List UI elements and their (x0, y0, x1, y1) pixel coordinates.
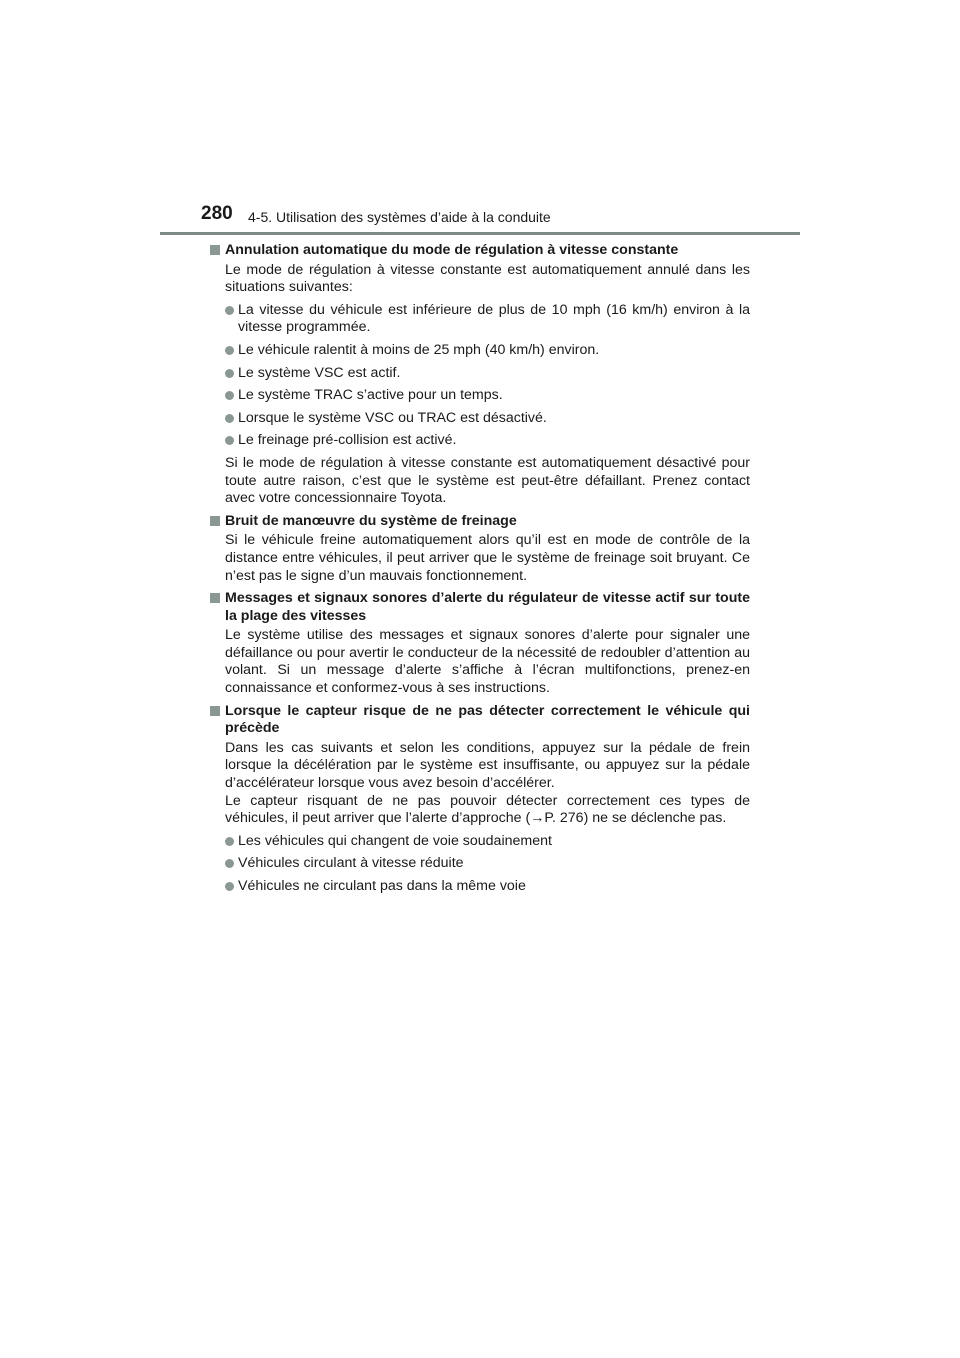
section-heading (210, 590, 750, 625)
round-bullet-icon (225, 882, 234, 891)
square-bullet-icon (210, 516, 220, 526)
section-title: 4-5. Utilisation des systèmes d’aide à la conduite (248, 209, 551, 225)
list-item (210, 878, 750, 896)
header-rule (160, 232, 800, 235)
round-bullet-icon (225, 391, 234, 400)
list-item (210, 387, 750, 405)
list-item (210, 410, 750, 428)
list-item-text: Véhicules ne circulant pas dans la même voie (238, 878, 526, 894)
heading-text: Messages et signaux sonores d’alerte du régulateur de vitesse actif sur toute la plage des vitesses (225, 590, 750, 624)
list-item (210, 432, 750, 450)
list-item-text: Les véhicules qui changent de voie soudainement (238, 832, 552, 849)
round-bullet-icon (225, 346, 234, 355)
list-item-text: La vitesse du véhicule est inférieure de plus de 10 mph (16 km/h) environ à la vitesse programmée. (238, 301, 750, 336)
list-item (210, 833, 750, 851)
list-item-text: Lorsque le système VSC ou TRAC est désactivé. (238, 409, 547, 426)
section-heading (210, 242, 750, 260)
paragraph: Le mode de régulation à vitesse constante est automatiquement annulé dans les situations suivantes: (225, 261, 750, 296)
round-bullet-icon (225, 837, 234, 846)
page-number: 280 (201, 203, 233, 224)
paragraph: Dans les cas suivants et selon les conditions, appuyez sur la pédale de frein lorsque la décélération par le système est insuffisante, ou appuyez sur la pédale d’accélérateur lorsque vous avez besoin d’accélérer. (225, 739, 750, 792)
paragraph: Le système utilise des messages et signaux sonores d’alerte pour signaler une défaillance ou pour avertir le conducteur de la nécessité de redoubler d’attention au volant. Si un message d’alerte s’affiche à l’écran multifonctions, prenez-en connaissance et conformez-vous à ses instructions. (225, 627, 750, 697)
list-item (210, 302, 750, 337)
paragraph: Si le mode de régulation à vitesse constante est automatiquement désactivé pour toute autre raison, c’est que le système est peut-être défaillant. Prenez contact avec votre concessionnaire Toyota. (225, 454, 750, 507)
section-heading (210, 703, 750, 738)
round-bullet-icon (225, 414, 234, 423)
heading-text: Lorsque le capteur risque de ne pas détecter correctement le véhicule qui précède (225, 702, 750, 737)
square-bullet-icon (210, 706, 220, 716)
list-item (210, 855, 750, 873)
list-item-text: Véhicules circulant à vitesse réduite (238, 855, 464, 872)
section-heading (210, 513, 750, 531)
paragraph: Si le véhicule freine automatiquement alors qu’il est en mode de contrôle de la distance entre véhicules, il peut arriver que le système de freinage soit bruyant. Ce n’est pas le signe d’un mauvais fonctionnement. (225, 532, 750, 584)
square-bullet-icon (210, 593, 220, 603)
paragraph: Le capteur risquant de ne pas pouvoir détecter correctement ces types de véhicules, il peut arriver que l’alerte d’approche (→P. 276) ne se déclenche pas. (225, 792, 750, 827)
list-item-text: Le véhicule ralentit à moins de 25 mph (40 km/h) environ. (238, 341, 600, 358)
round-bullet-icon (225, 436, 234, 445)
round-bullet-icon (225, 369, 234, 378)
list-item-text: Le système TRAC s’active pour un temps. (238, 387, 503, 404)
round-bullet-icon (225, 859, 234, 868)
page-content (210, 242, 750, 896)
heading-text: Bruit de manœuvre du système de freinage (225, 512, 517, 529)
round-bullet-icon (225, 306, 234, 315)
square-bullet-icon (210, 245, 220, 255)
list-item-text: Le freinage pré-collision est activé. (238, 432, 457, 449)
heading-text: Annulation automatique du mode de régulation à vitesse constante (225, 242, 679, 258)
list-item-text: Le système VSC est actif. (238, 364, 401, 381)
list-item (210, 342, 750, 360)
list-item (210, 365, 750, 383)
